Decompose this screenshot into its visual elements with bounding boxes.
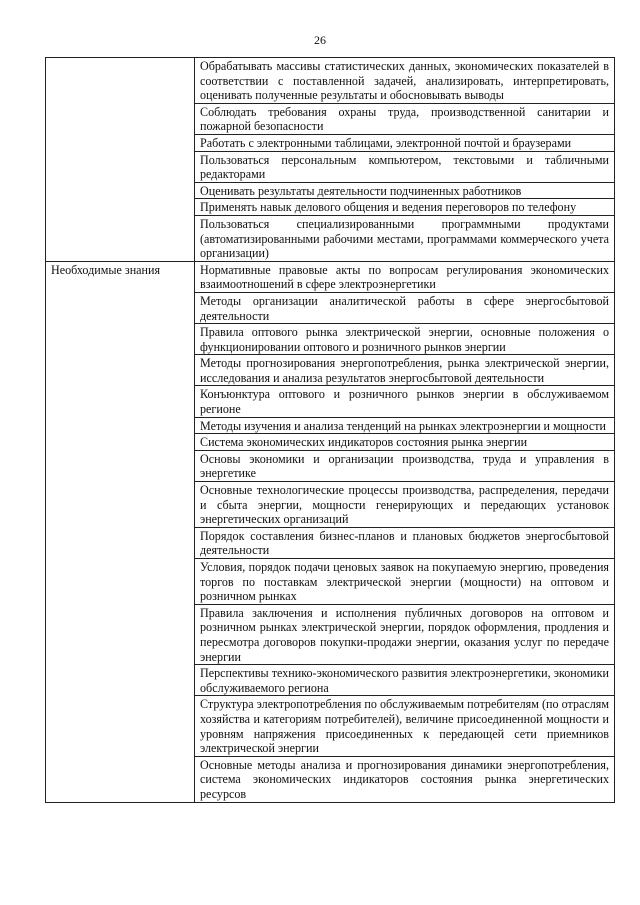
skill-item: Работать с электронными таблицами, электронной почтой и браузерами (195, 134, 615, 151)
skill-item: Оценивать результаты деятельности подчиненных работников (195, 182, 615, 199)
knowledge-item: Методы прогнозирования энергопотребления, рынка электрической энергии, исследования и анализа результатов энергосбытовой деятельности (195, 355, 615, 386)
skill-item: Применять навык делового общения и ведения переговоров по телефону (195, 199, 615, 216)
skill-item: Пользоваться специализированными программными продуктами (автоматизированными рабочими местами, программами коммерческого учета организации) (195, 215, 615, 261)
knowledge-item: Система экономических индикаторов состояния рынка энергии (195, 434, 615, 451)
table-row (46, 58, 615, 104)
knowledge-item: Правила оптового рынка электрической энергии, основные положения о функционировании оптового и розничного рынков энергии (195, 324, 615, 355)
knowledge-item: Перспективы технико-экономического развития электроэнергетики, экономики обслуживаемого региона (195, 665, 615, 696)
skill-item: Пользоваться персональным компьютером, текстовыми и табличными редакторами (195, 151, 615, 182)
knowledge-item: Структура электропотребления по обслуживаемым потребителям (по отраслям хозяйства и категориям потребителей), величине присоединенной мощности и уровням напряжения присоединенных к передающей сети приемников электрической энергии (195, 696, 615, 756)
page-number: 26 (314, 33, 326, 47)
knowledge-item: Основные методы анализа и прогнозирования динамики энергопотребления, система экономических индикаторов состояния рынка энергетических ресурсов (195, 756, 615, 802)
knowledge-item: Порядок составления бизнес-планов и плановых бюджетов энергосбытовой деятельности (195, 527, 615, 558)
knowledge-item: Основные технологические процессы производства, распределения, передачи и сбыта энергии, мощности генерирующих и передающих установок энергетических организаций (195, 482, 615, 528)
knowledge-item: Основы экономики и организации производства, труда и управления в энергетике (195, 450, 615, 481)
skill-item: Обрабатывать массивы статистических данных, экономических показателей в соответствии с поставленной задачей, анализировать, интерпретировать, оценивать полученные результаты и обосновывать выводы (195, 58, 615, 104)
table-row (46, 261, 615, 292)
skills-label-cell (46, 58, 195, 262)
knowledge-item: Правила заключения и исполнения публичных договоров на оптовом и розничном рынках электрической энергии, порядок оформления, продления и пересмотра договоров покупки-продажи энергии, оказания услуг по передаче энергии (195, 604, 615, 664)
knowledge-item: Нормативные правовые акты по вопросам регулирования экономических взаимоотношений в сфере электроэнергетики (195, 261, 615, 292)
knowledge-item: Конъюнктура оптового и розничного рынков энергии в обслуживаемом регионе (195, 386, 615, 417)
knowledge-item: Методы организации аналитической работы в сфере энергосбытовой деятельности (195, 292, 615, 323)
knowledge-item: Методы изучения и анализа тенденций на рынках электроэнергии и мощности (195, 417, 615, 434)
knowledge-label-cell: Необходимые знания (46, 261, 195, 802)
skill-item: Соблюдать требования охраны труда, производственной санитарии и пожарной безопасности (195, 103, 615, 134)
requirements-table (45, 57, 615, 803)
knowledge-item: Условия, порядок подачи ценовых заявок на покупаемую энергию, проведения торгов по поставкам электрической энергии (мощности) на оптовом и розничном рынках (195, 559, 615, 605)
